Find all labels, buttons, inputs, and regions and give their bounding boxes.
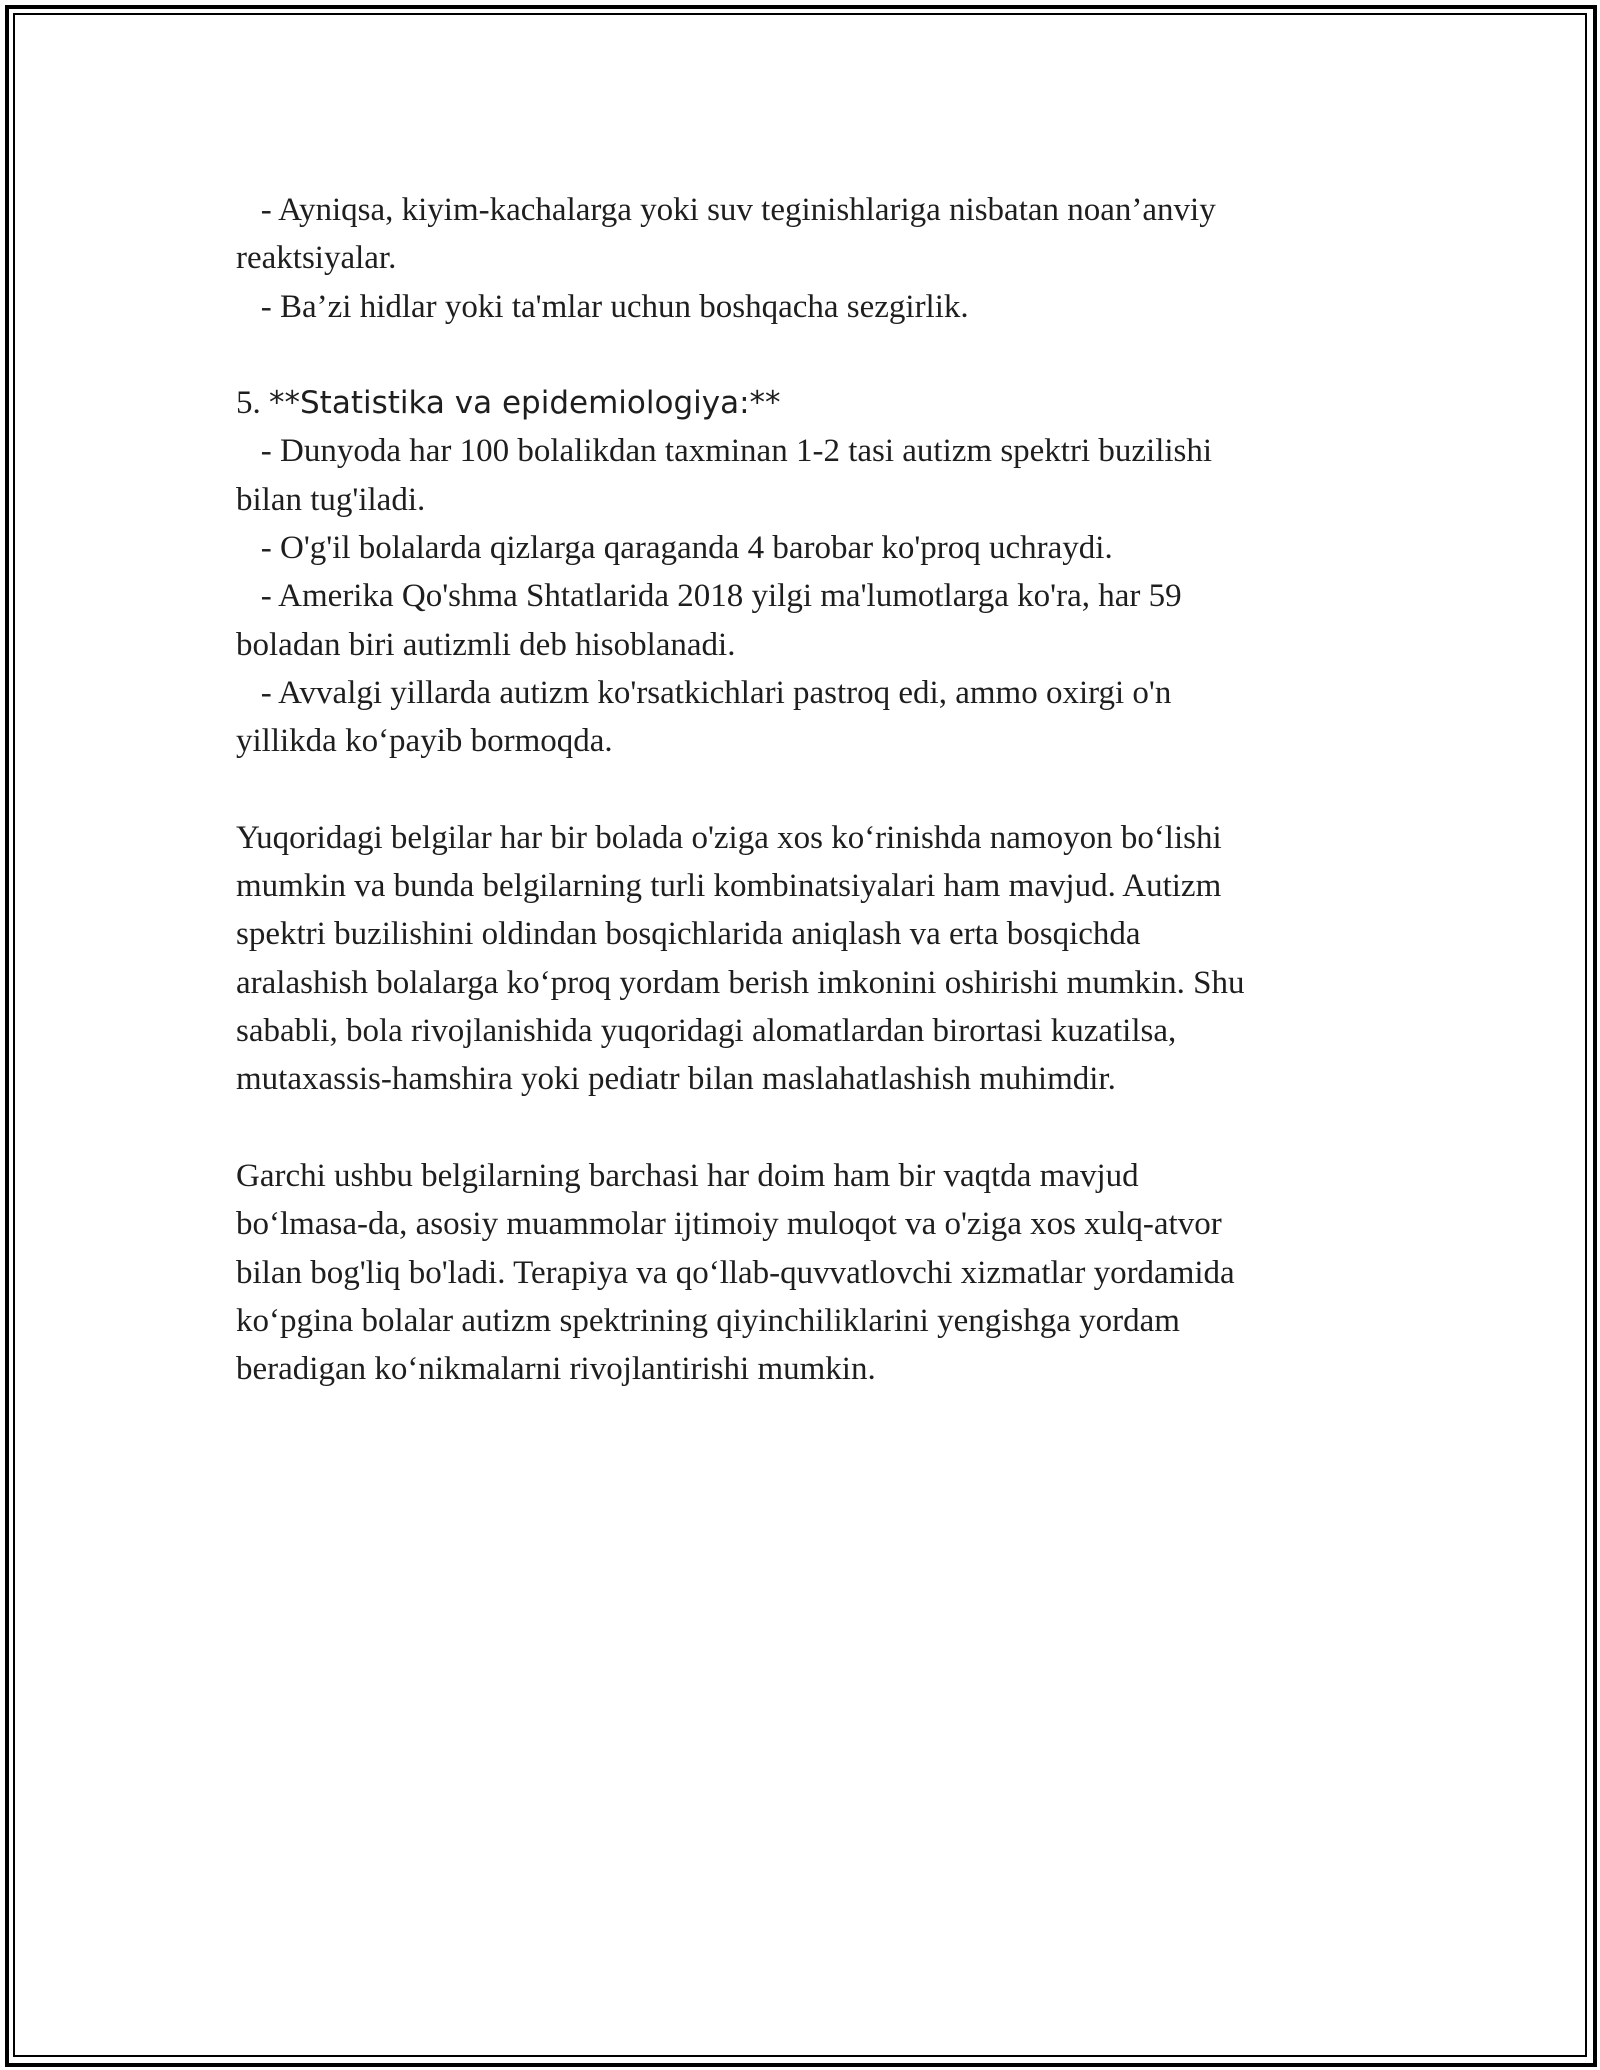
- list-item-text: - Ayniqsa, kiyim-kachalarga yoki suv teginishlariga nisbatan noan’anviy: [236, 192, 1216, 228]
- section-heading: [236, 379, 1366, 427]
- statistics-section: [236, 379, 1366, 765]
- list-item-text: reaktsiyalar.: [236, 240, 397, 277]
- paragraph-line: mumkin va bunda belgilarning turli kombinatsiyalari ham mavjud. Autizm: [236, 868, 1222, 905]
- document-body: [236, 186, 1366, 1393]
- paragraph-gap: [236, 1104, 1366, 1152]
- paragraph-line: mutaxassis-hamshira yoki pediatr bilan maslahatlashish muhimdir.: [236, 1061, 1116, 1098]
- list-item-text: - Amerika Qo'shma Shtatlarida 2018 yilgi ma'lumotlarga ko'ra, har 59: [236, 578, 1182, 615]
- paragraph-line: Garchi ushbu belgilarning barchasi har doim ham bir vaqtda mavjud: [236, 1157, 1139, 1194]
- paragraph-line: beradigan ko‘nikmalarni rivojlantirishi mumkin.: [236, 1351, 876, 1388]
- conclusion-paragraph: [236, 1152, 1366, 1393]
- list-item-text: - Dunyoda har 100 bolalikdan taxminan 1-2 tasi autizm spektri buzilishi: [236, 433, 1213, 470]
- paragraph-gap: [236, 766, 1366, 814]
- list-item-text: - O'g'il bolalarda qizlarga qaraganda 4 barobar ko'proq uchraydi.: [236, 530, 1113, 567]
- signs-paragraph: [236, 814, 1366, 1104]
- paragraph-gap: [236, 331, 1366, 379]
- list-item-text: - Ba’zi hidlar yoki ta'mlar uchun boshqacha sezgirlik.: [236, 288, 969, 325]
- paragraph-line: spektri buzilishini oldindan bosqichlarida aniqlash va erta bosqichda: [236, 916, 1141, 953]
- paragraph-line: bilan bog'liq bo'ladi. Terapiya va qo‘llab-quvvatlovchi xizmatlar yordamida: [236, 1254, 1235, 1291]
- list-item-text: boladan biri autizmli deb hisoblanadi.: [236, 626, 736, 663]
- paragraph-line: aralashish bolalarga ko‘proq yordam berish imkonini oshirishi mumkin. Shu: [236, 964, 1245, 1001]
- paragraph-line: ko‘pgina bolalar autizm spektrining qiyinchiliklarini yengishga yordam: [236, 1302, 1180, 1339]
- paragraph-line: sababli, bola rivojlanishida yuqoridagi alomatlardan birortasi kuzatilsa,: [236, 1013, 1177, 1050]
- list-item-text: yillikda ko‘payib bormoqda.: [236, 723, 613, 760]
- section-heading-number: 5.: [236, 385, 269, 422]
- list-item-text: - Avvalgi yillarda autizm ko'rsatkichlari pastroq edi, ammo oxirgi o'n: [236, 674, 1172, 711]
- list-item-text: bilan tug'iladi.: [236, 481, 426, 518]
- paragraph-line: Yuqoridagi belgilar har bir bolada o'ziga xos ko‘rinishda namoyon bo‘lishi: [236, 819, 1222, 856]
- section-heading-text: **Statistika va epidemiologiya:**: [269, 385, 781, 422]
- sensory-list: [236, 186, 1366, 331]
- paragraph-line: bo‘lmasa-da, asosiy muammolar ijtimoiy muloqot va o'ziga xos xulq-atvor: [236, 1206, 1222, 1243]
